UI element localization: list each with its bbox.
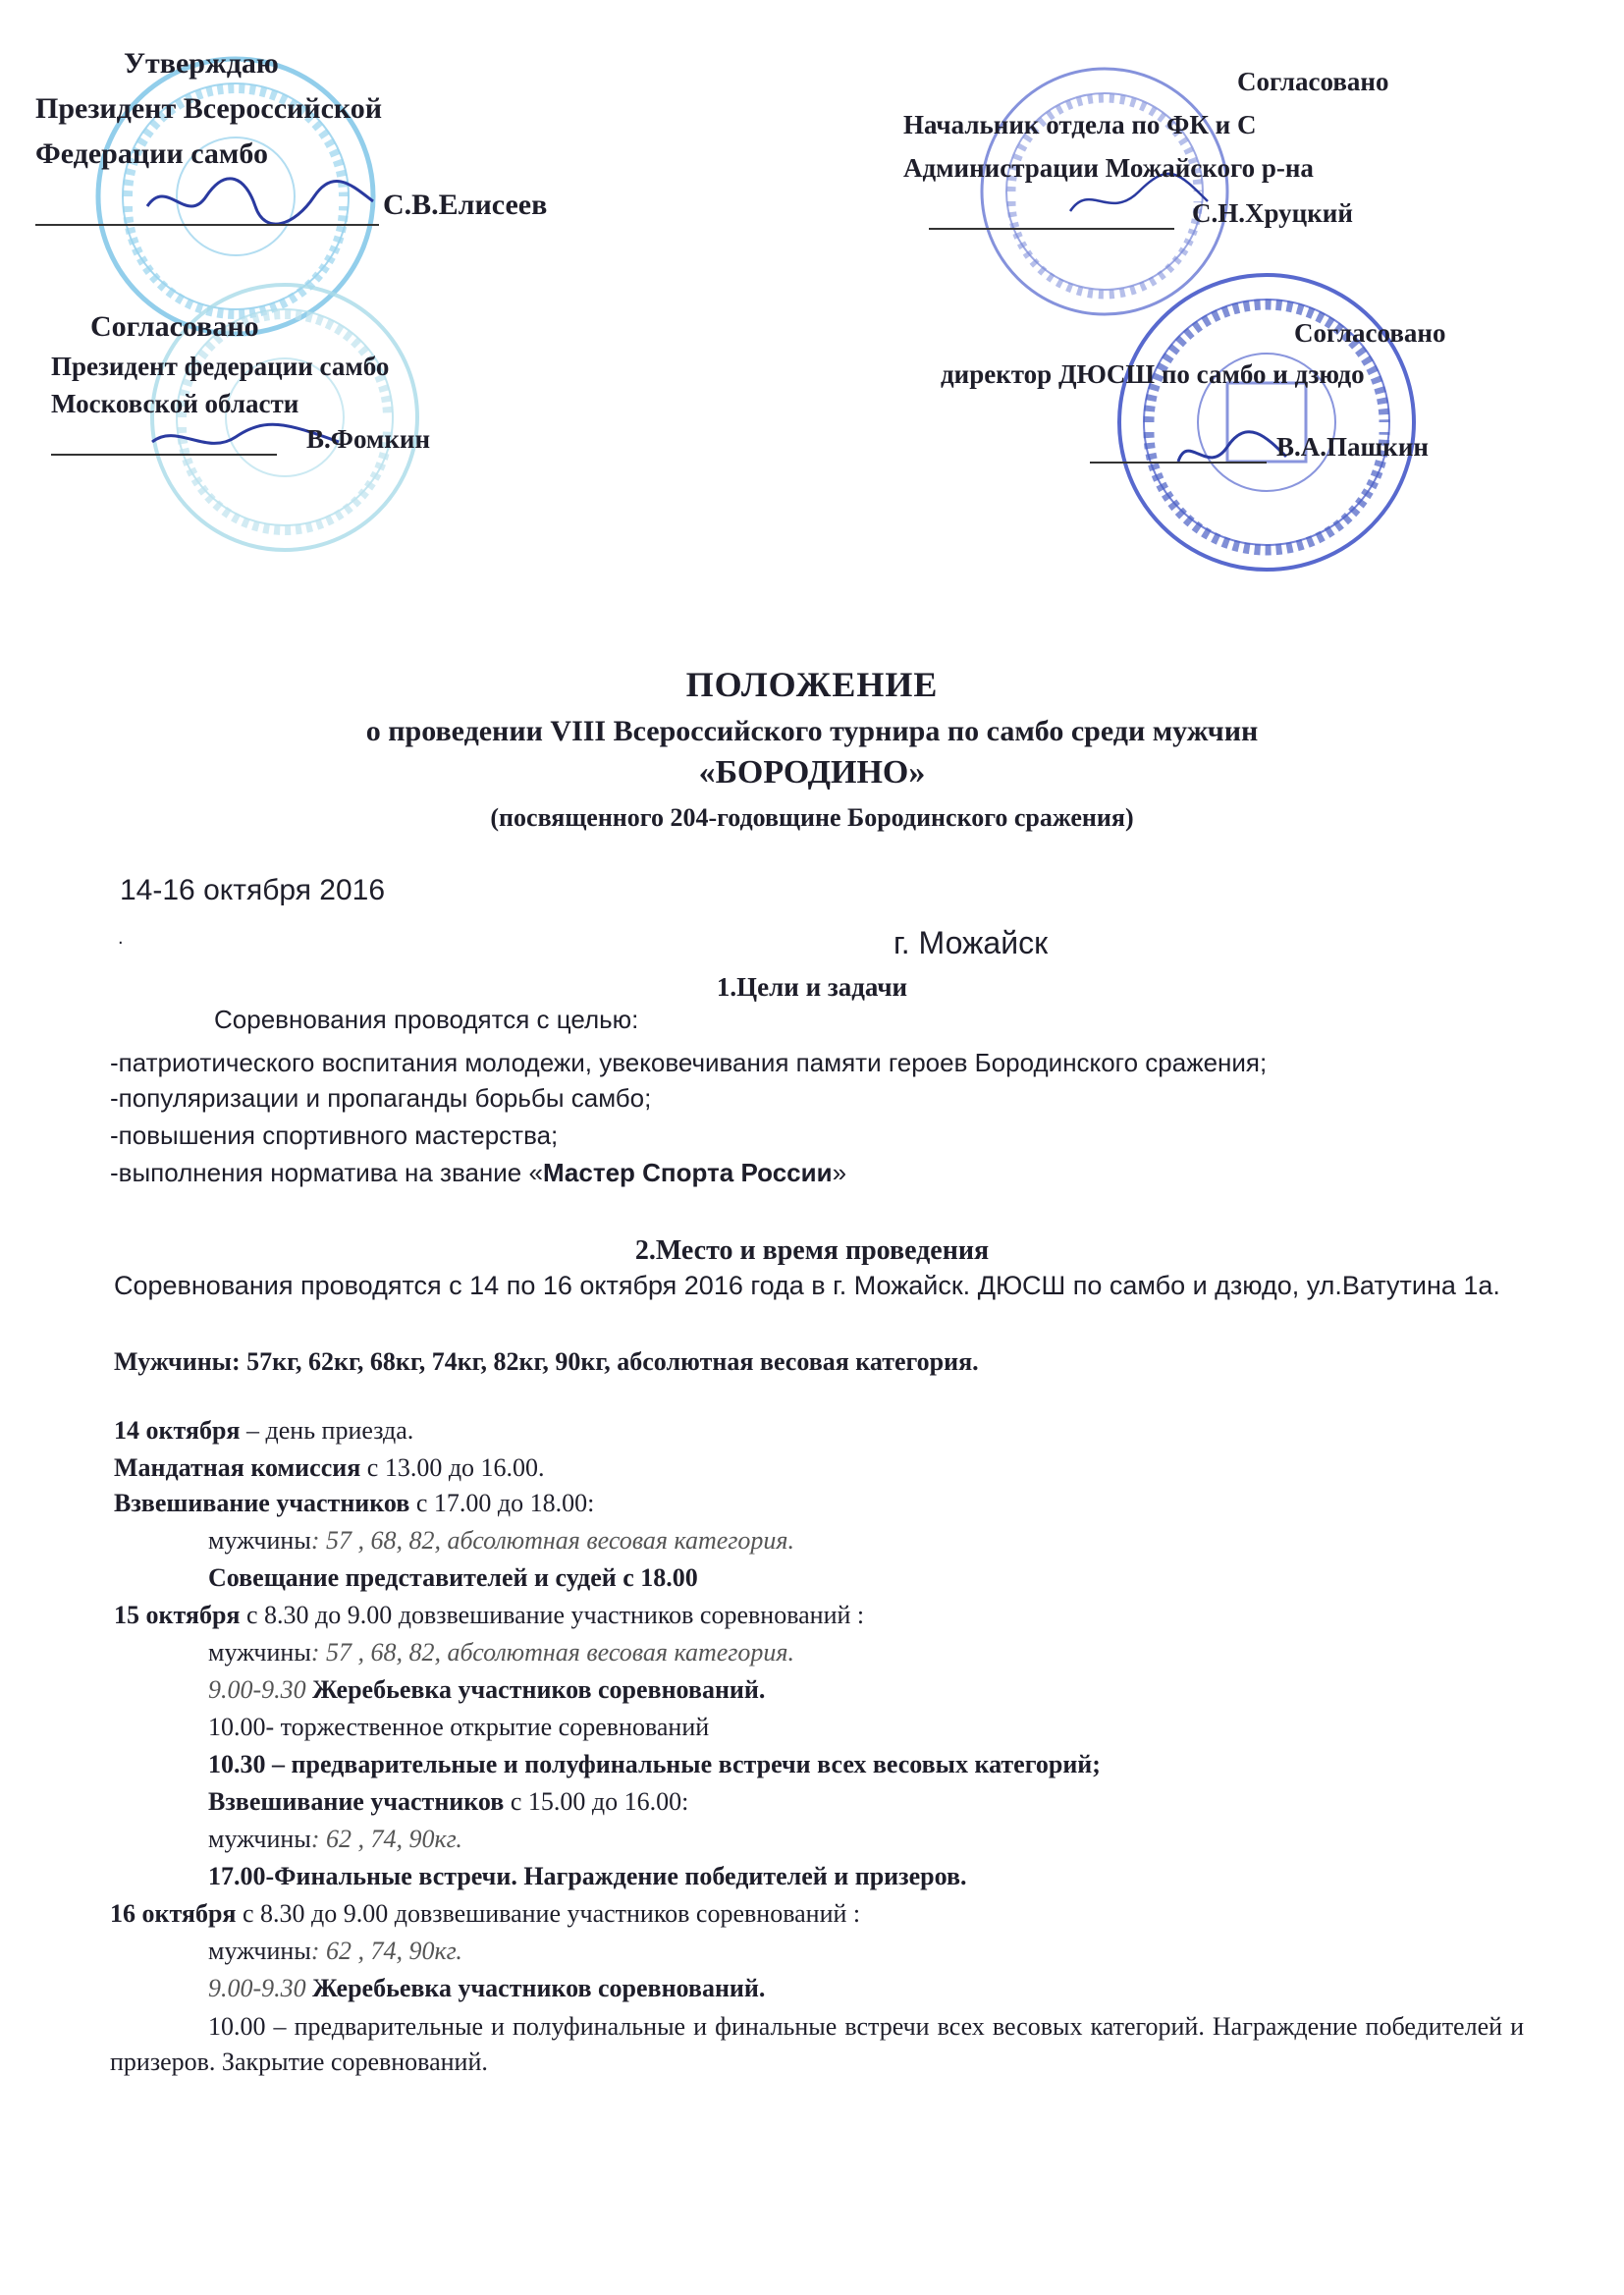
weigh1-men: [208, 1524, 794, 1557]
agree-role-line1: Президент федерации самбо: [51, 352, 390, 381]
section2-categories: Мужчины: 57кг, 62кг, 68кг, 74кг, 82кг, 90кг, абсолютная весовая категория.: [114, 1347, 979, 1376]
signature-line: [929, 228, 1174, 230]
agree1-role-line2: Администрации Можайского р-на: [903, 153, 1314, 183]
day16-draw-time: 9.00-9.30: [208, 1974, 306, 2002]
men-label: мужчины: [208, 1825, 311, 1853]
section2-heading: 2.Место и время проведения: [634, 1235, 990, 1266]
day15-draw-text: Жеребьевка участников соревнований.: [305, 1675, 766, 1704]
day15-prelim: 10.30 – предварительные и полуфинальные встречи всех весовых категорий;: [208, 1750, 1101, 1778]
day16-label: 16 октября: [110, 1899, 237, 1928]
day14-label: 14 октября: [114, 1416, 241, 1445]
men-label: мужчины: [208, 1937, 311, 1965]
agree-title: Согласовано: [90, 310, 259, 343]
day15-final: 17.00-Финальные встречи. Награждение победителей и призеров.: [208, 1862, 967, 1890]
day16-final: 10.00 – предварительные и полуфинальные и финальные встречи всех весовых категорий. Награждение победителей и призеров. Закрытие соревнований.: [110, 2012, 1524, 2076]
agree1-name: С.Н.Хруцкий: [1192, 198, 1353, 228]
day15-draw-time: 9.00-9.30: [208, 1675, 306, 1704]
weigh1-label: Взвешивание участников: [114, 1489, 410, 1517]
day16-draw-text: Жеребьевка участников соревнований.: [305, 1974, 766, 2002]
agree-role-line2: Московской области: [51, 389, 299, 418]
agree2-role-line1: директор ДЮСШ по самбо и дзюдо: [941, 359, 1365, 389]
weigh2-men: [208, 1823, 462, 1855]
day15-men: [208, 1636, 794, 1668]
approve-role-line1: Президент Всероссийской: [35, 92, 383, 125]
day16-draw: [208, 1972, 765, 2004]
men-label: мужчины: [208, 1526, 311, 1555]
goal-item-text: -выполнения норматива на звание «: [110, 1158, 543, 1187]
mandate-text: с 13.00 до 16.00.: [360, 1453, 545, 1482]
weigh1-text: с 17.00 до 18.00:: [409, 1489, 595, 1517]
approve-title: Утверждаю: [124, 47, 279, 80]
weigh2-label: Взвешивание участников: [208, 1787, 505, 1816]
approve-role-line2: Федерации самбо: [35, 137, 268, 170]
day14-line: [114, 1414, 413, 1447]
signature-line: [1090, 462, 1267, 464]
goal-item: -патриотического воспитания молодежи, увековечивания памяти героев Бородинского сражения;: [110, 1048, 1268, 1077]
approve-name: С.В.Елисеев: [383, 189, 548, 221]
event-dates: 14-16 октября 2016: [120, 874, 386, 906]
document-subtitle: о проведении VIII Всероссийского турнира по самбо среди мужчин: [365, 715, 1259, 747]
event-city: г. Можайск: [893, 925, 1049, 960]
weigh1-line: [114, 1487, 594, 1519]
day16-cats: : 62 , 74, 90кг.: [310, 1937, 462, 1965]
day15-text: с 8.30 до 9.00 довзвешивание участников соревнований :: [240, 1601, 865, 1629]
day16-men: [208, 1935, 462, 1967]
signature-line: [35, 224, 379, 226]
msr-title: Мастер Спорта России: [542, 1158, 833, 1187]
signature-line: [51, 454, 277, 456]
agree1-role-line1: Начальник отдела по ФК и С: [903, 110, 1257, 139]
goal-item: -популяризации и пропаганды борьбы самбо;: [110, 1083, 652, 1113]
agree2-title: Согласовано: [1294, 318, 1446, 348]
weigh2-cats: : 62 , 74, 90кг.: [310, 1825, 462, 1853]
mandate-label: Мандатная комиссия: [114, 1453, 361, 1482]
day16-text: с 8.30 до 9.00 довзвешивание участников соревнований :: [236, 1899, 861, 1928]
men-label: мужчины: [208, 1638, 311, 1667]
document-title: ПОЛОЖЕНИЕ: [685, 665, 939, 704]
tournament-name: «БОРОДИНО»: [698, 754, 926, 791]
meeting-line: Совещание представителей и судей с 18.00: [208, 1563, 698, 1592]
section1-intro: Соревнования проводятся с целью:: [214, 1005, 639, 1034]
day15-draw: [208, 1673, 765, 1706]
day15-label: 15 октября: [114, 1601, 241, 1629]
agree1-title: Согласовано: [1237, 67, 1389, 96]
day15-opening: 10.00- торжественное открытие соревнований: [208, 1713, 710, 1741]
agree-name: В.Фомкин: [306, 424, 430, 454]
weigh1-cats: : 57 , 68, 82, абсолютная весовая категория.: [310, 1526, 795, 1555]
dedication: (посвященного 204-годовщине Бородинского сражения): [490, 803, 1134, 832]
day15-cats: : 57 , 68, 82, абсолютная весовая категория.: [310, 1638, 795, 1667]
goal-item-close: »: [832, 1158, 847, 1187]
agree2-name: В.А.Пашкин: [1276, 432, 1429, 462]
dot-mark: .: [118, 927, 124, 949]
weigh2-line: [208, 1785, 688, 1818]
goal-item: -повышения спортивного мастерства;: [110, 1120, 559, 1150]
day15-line: [114, 1599, 864, 1631]
weigh2-text: с 15.00 до 16.00:: [504, 1787, 689, 1816]
section2-place: Соревнования проводятся с 14 по 16 октября 2016 года в г. Можайск. ДЮСШ по самбо и дзюдо, ул.Ватутина 1а.: [114, 1271, 1500, 1300]
day14-text: – день приезда.: [240, 1416, 414, 1445]
goal-item: [110, 1157, 846, 1189]
day16-line: [110, 1897, 860, 1930]
section1-heading: 1.Цели и задачи: [716, 972, 908, 1002]
mandate-line: [114, 1451, 545, 1484]
